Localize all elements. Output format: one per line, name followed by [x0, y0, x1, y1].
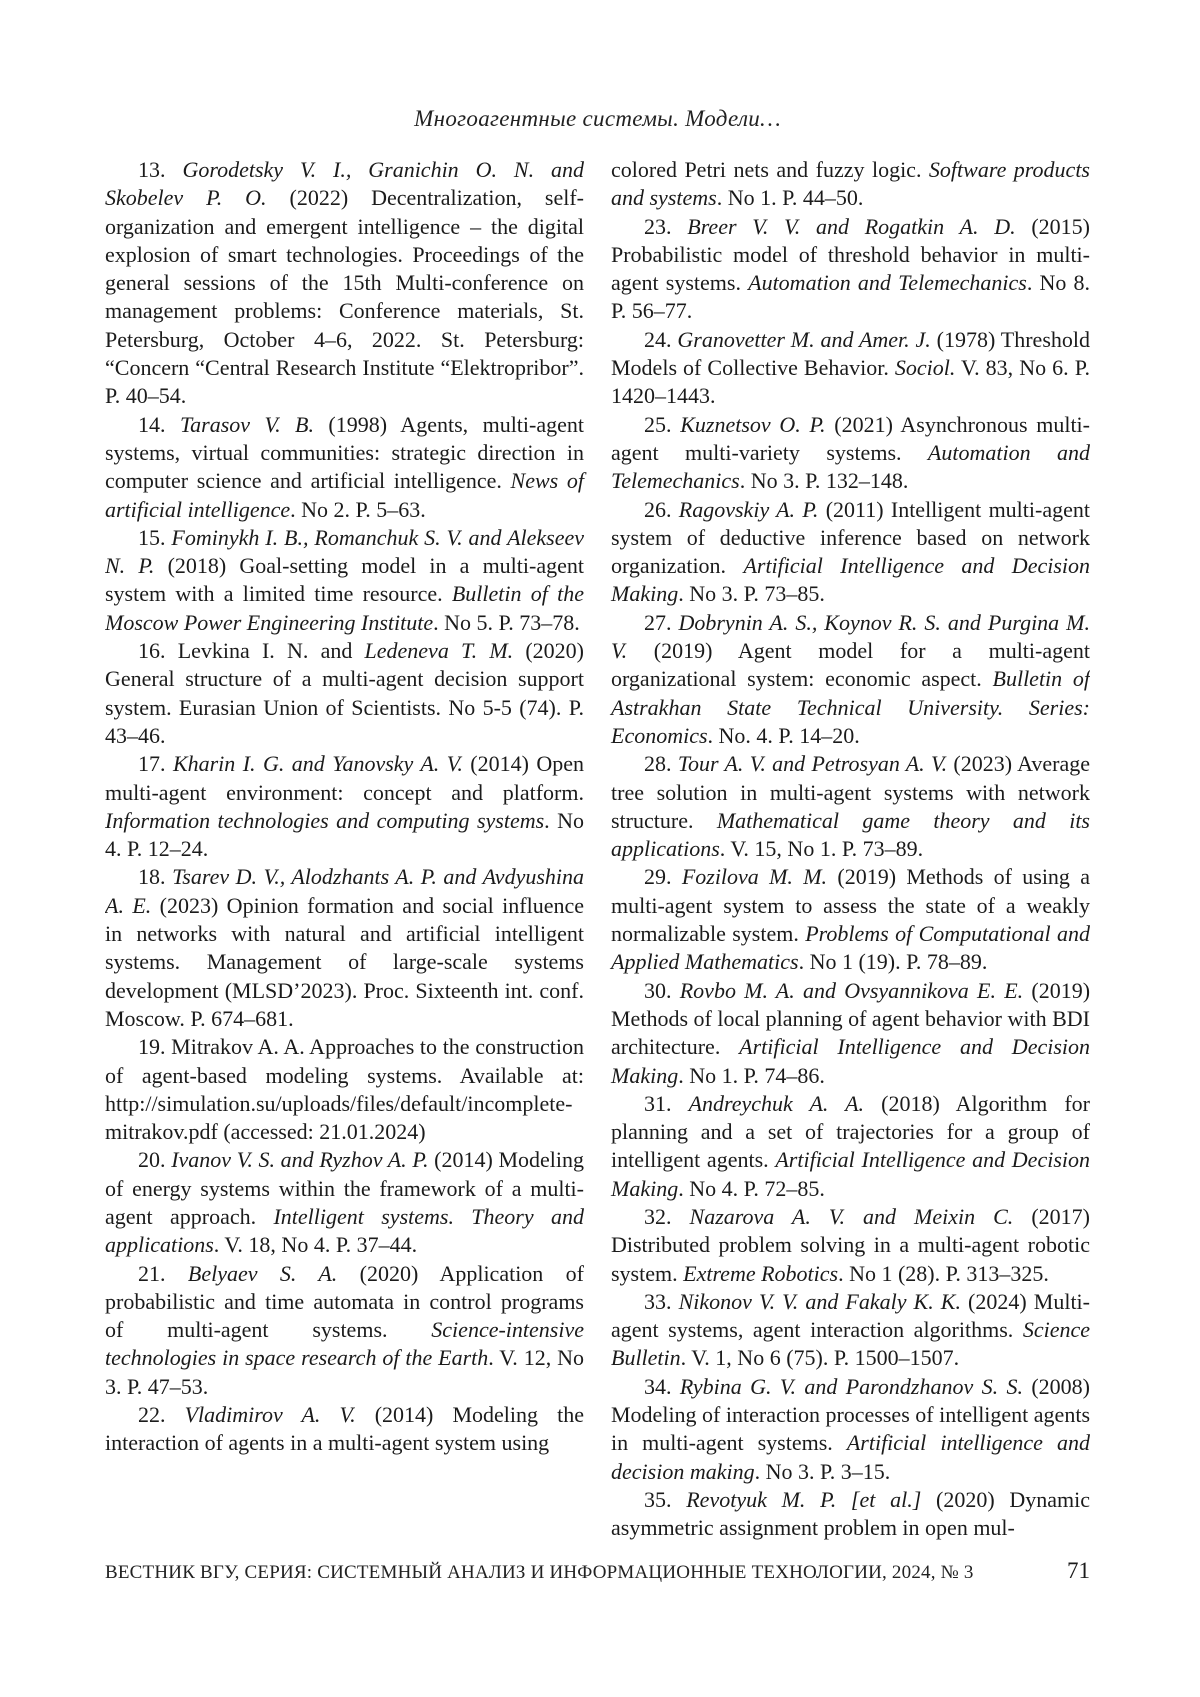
reference-segment: (2020) Application of probabilistic and time automata in control programs of multi-agent systems.	[105, 1260, 584, 1343]
reference-segment: (2019) Methods of local planning of agent behavior with BDI architecture.	[611, 977, 1090, 1060]
reference-segment-italic: Kuznetsov O. P.	[680, 411, 826, 437]
reference-segment: (2023) Average tree solution in multi-agent systems with network structure.	[611, 751, 1090, 833]
reference-29	[611, 863, 1090, 976]
reference-segment-italic: Gorodetsky V. I., Granichin O. N. and Skobelev P. O.	[105, 157, 585, 211]
reference-segment: 29.	[644, 864, 682, 890]
reference-14	[105, 411, 584, 524]
reference-segment-italic: Information technologies and computing systems	[105, 807, 545, 833]
reference-31	[611, 1090, 1090, 1203]
reference-segment-italic: Tour A. V. and Petrosyan A. V.	[677, 751, 948, 777]
reference-18	[105, 863, 584, 1033]
reference-segment: (2014) Open multi-agent environment: concept and platform.	[105, 751, 585, 805]
reference-segment-italic: Rovbo M. A. and Ovsyannikova E. E.	[679, 977, 1024, 1003]
reference-segment: (2020) Dynamic asymmetric assignment problem in open mul-	[611, 1486, 1090, 1541]
reference-segment: . No 1. P. 74–86.	[678, 1062, 825, 1088]
reference-segment-italic: Extreme Robotics	[683, 1260, 839, 1286]
reference-20	[105, 1146, 584, 1259]
reference-segment-italic: Intelligent systems. Theory and applications	[105, 1203, 584, 1258]
reference-segment-italic: News of artificial intelligence	[105, 468, 584, 522]
reference-segment-italic: Ledeneva T. M.	[364, 638, 514, 664]
reference-segment: (2011) Intelligent multi-agent system of deductive inference based on network organization.	[611, 496, 1090, 579]
reference-segment: . No 5. P. 73–78.	[433, 609, 580, 635]
reference-segment: 30.	[644, 977, 680, 1003]
reference-19	[105, 1033, 584, 1146]
reference-segment: 33.	[644, 1288, 679, 1314]
reference-segment: 14.	[138, 411, 180, 437]
reference-segment: 13.	[138, 157, 183, 182]
reference-segment-italic: Belyaev S. A.	[187, 1260, 338, 1286]
reference-segment: . V. 15, No 1. P. 73–89.	[719, 836, 924, 862]
reference-segment-italic: Breer V. V. and Rogatkin A. D.	[687, 213, 1016, 239]
reference-segment: 18.	[138, 864, 173, 890]
reference-segment: (2014) Modeling of energy systems within the framework of a multi-agent approach.	[105, 1147, 585, 1229]
reference-segment: (2024) Multi-agent systems, agent interaction algorithms.	[611, 1288, 1090, 1343]
reference-segment: (2017) Distributed problem solving in a multi-agent robotic system.	[611, 1203, 1090, 1286]
reference-segment: (2023) Opinion formation and social influence in networks with natural and artificial intelligent systems. Management of large-scale systems development (MLSD’2023). Proc. Sixteenth int. conf. Moscow. P. 674–681.	[105, 892, 584, 1031]
references-columns	[105, 156, 1090, 1554]
reference-segment-italic: Andreychuk A. A.	[688, 1090, 865, 1116]
reference-segment-italic: Artificial intelligence and decision making	[611, 1430, 1090, 1484]
reference-segment: . V. 1, No 6 (75). P. 1500–1507.	[680, 1345, 960, 1371]
reference-26	[611, 496, 1090, 609]
reference-22-part-1	[105, 1401, 584, 1458]
reference-segment-italic: Artificial Intelligence and Decision Making	[611, 1147, 1090, 1201]
reference-segment: (2014) Modeling the interaction of agents in a multi-agent system using	[105, 1402, 584, 1456]
reference-segment-italic: Artificial Intelligence and Decision Making	[611, 553, 1090, 607]
reference-segment: . V. 18, No 4. P. 37–44.	[213, 1232, 418, 1258]
reference-segment: (1978) Threshold Models of Collective Behavior.	[611, 326, 1090, 381]
reference-segment: . No 3. P. 73–85.	[678, 581, 825, 607]
reference-segment: 34.	[644, 1373, 680, 1399]
reference-segment: (2019) Agent model for a multi-agent organizational system: economic aspect.	[611, 638, 1090, 692]
reference-13	[105, 156, 584, 411]
reference-segment: (1998) Agents, multi-agent systems, virtual communities: strategic direction in computer science and artificial intelligence.	[105, 411, 584, 494]
reference-segment: 20.	[138, 1147, 172, 1173]
reference-segment: 31.	[644, 1090, 689, 1116]
reference-segment-italic: Fozilova M. M.	[681, 864, 828, 890]
reference-segment-italic: Nikonov V. V. and Fakaly K. K.	[678, 1288, 961, 1314]
reference-segment: . V. 12, No 3. P. 47–53.	[105, 1345, 584, 1399]
reference-segment: (2018) Algorithm for planning and a set of trajectories for a group of intelligent agents.	[611, 1090, 1090, 1173]
reference-segment: . No 4. P. 72–85.	[678, 1175, 825, 1201]
page-footer	[105, 1558, 1090, 1584]
reference-segment: . No. 4. P. 14–20.	[707, 722, 860, 748]
journal-title-line: ВЕСТНИК ВГУ, СЕРИЯ: СИСТЕМНЫЙ АНАЛИЗ И ИНФОРМАЦИОННЫЕ ТЕХНОЛОГИИ, 2024, № 3	[105, 1562, 974, 1583]
reference-segment: 28.	[644, 751, 678, 777]
reference-segment: 21.	[138, 1260, 188, 1286]
reference-24	[611, 326, 1090, 411]
reference-segment-italic: Bulletin of the Moscow Power Engineering Institute	[105, 581, 584, 635]
reference-segment-italic: Nazarova A. V. and Meixin C.	[689, 1203, 1014, 1229]
reference-34	[611, 1373, 1090, 1486]
reference-segment-italic: Science Bulletin	[611, 1317, 1090, 1371]
reference-segment: . No 3. P. 132–148.	[739, 468, 909, 494]
reference-segment-italic: Mathematical game theory and its applications	[611, 807, 1090, 862]
reference-segment-italic: Artificial Intelligence and Decision Making	[611, 1034, 1090, 1088]
reference-segment: 24.	[644, 326, 678, 352]
reference-segment: . No 8. P. 56–77.	[611, 270, 1090, 324]
reference-segment: 23.	[644, 213, 688, 239]
reference-30	[611, 977, 1090, 1090]
reference-segment-italic: Tsarev D. V., Alodzhants A. P. and Avdyushina A. E.	[105, 864, 585, 918]
reference-segment: . No 3. P. 3–15.	[754, 1458, 891, 1484]
reference-15	[105, 524, 584, 637]
reference-segment: . No 1 (28). P. 313–325.	[838, 1260, 1049, 1286]
reference-segment: 27.	[644, 609, 679, 635]
reference-25	[611, 411, 1090, 496]
reference-segment: . No 1. P. 44–50.	[716, 185, 864, 211]
reference-segment-italic: Fominykh I. B., Romanchuk S. V. and Alekseev N. P.	[105, 524, 585, 579]
reference-segment-italic: Sociol.	[894, 355, 956, 381]
reference-23	[611, 213, 1090, 326]
reference-segment: (2015) Probabilistic model of threshold behavior in multi-agent systems.	[611, 213, 1090, 296]
reference-segment: colored Petri nets and fuzzy logic.	[611, 157, 929, 182]
reference-segment: . No 2. P. 5–63.	[290, 496, 426, 522]
reference-35	[611, 1486, 1090, 1543]
reference-segment: (2018) Goal-setting model in a multi-agent system with a limited time resource.	[105, 553, 584, 607]
reference-segment-italic: Tarasov V. B.	[179, 411, 314, 437]
reference-segment: . No 4. P. 12–24.	[105, 807, 585, 862]
reference-segment-italic: Problems of Computational and Applied Mathematics	[611, 921, 1090, 975]
running-head: Многоагентные системы. Модели…	[414, 106, 781, 131]
reference-segment: (2019) Methods of using a multi-agent system to assess the state of a weakly normalizable system.	[611, 864, 1090, 947]
reference-segment: 35.	[644, 1486, 687, 1512]
reference-segment: 16. Levkina I. N. and	[138, 638, 365, 664]
reference-21	[105, 1260, 584, 1401]
references-column-right	[611, 156, 1090, 1554]
reference-segment-italic: Kharin I. G. and Yanovsky A. V.	[172, 751, 463, 777]
reference-segment-italic: Automation and Telemechanics	[611, 439, 1090, 494]
reference-segment-italic: Revotyuk M. P. [et al.]	[686, 1486, 922, 1512]
reference-segment: V. 83, No 6. P. 1420–1443.	[611, 355, 1090, 409]
reference-segment: 32.	[644, 1203, 690, 1229]
reference-segment: . No 1 (19). P. 78–89.	[798, 949, 988, 975]
reference-segment: (2022) Decentralization, self-organization and emergent intelligence – the digital explosion of smart technologies. Proceedings of the general sessions of the 15th Multi-conference on management problems: Conference materials, St. Petersburg, October 4–6, 2022. St. Petersburg: “Concern “Central Research Institute “Elektropribor”. P. 40–54.	[105, 185, 585, 409]
reference-17	[105, 750, 584, 863]
reference-segment-italic: Ivanov V. S. and Ryzhov A. P.	[171, 1147, 429, 1173]
reference-segment-italic: Science-intensive technologies in space research of the Earth	[105, 1317, 584, 1371]
reference-segment: 15.	[138, 524, 172, 550]
reference-segment: (2008) Modeling of interaction processes of intelligent agents in multi-agent systems.	[611, 1373, 1090, 1456]
page-number: 71	[1067, 1558, 1090, 1583]
reference-segment-italic: Automation and Telemechanics	[748, 270, 1027, 296]
reference-segment: 19. Mitrakov A. A. Approaches to the construction of agent-based modeling systems. Available at: http://simulation.su/uploads/files/default/incomplete-mitrakov.pdf (accessed: 21.01.2024)	[105, 1034, 584, 1145]
reference-segment: 17.	[138, 751, 173, 777]
reference-segment-italic: Vladimirov A. V.	[184, 1402, 356, 1428]
reference-segment: (2021) Asynchronous multi-agent multi-variety systems.	[611, 411, 1090, 465]
references-column-left	[105, 156, 584, 1554]
reference-27	[611, 609, 1090, 750]
reference-segment-italic: Granovetter M. and Amer. J.	[677, 326, 931, 352]
reference-segment: 22.	[138, 1402, 185, 1428]
reference-segment: 25.	[644, 411, 681, 437]
reference-segment-italic: Dobrynin A. S., Koynov R. S. and Purgina M. V.	[611, 609, 1090, 664]
reference-32	[611, 1203, 1090, 1288]
reference-segment: 26.	[644, 496, 679, 522]
reference-33	[611, 1288, 1090, 1373]
reference-segment-italic: Software products and systems	[611, 157, 1090, 211]
reference-segment-italic: Bulletin of Astrakhan State Technical University. Series: Economics	[611, 666, 1090, 748]
reference-16	[105, 637, 584, 750]
reference-segment-italic: Ragovskiy A. P.	[678, 496, 819, 522]
reference-28	[611, 750, 1090, 863]
reference-segment: (2020) General structure of a multi-agent decision support system. Eurasian Union of Scientists. No 5-5 (74). P. 43–46.	[105, 638, 584, 748]
reference-segment-italic: Rybina G. V. and Parondzhanov S. S.	[679, 1373, 1023, 1399]
reference-22-part-2	[611, 156, 1090, 213]
